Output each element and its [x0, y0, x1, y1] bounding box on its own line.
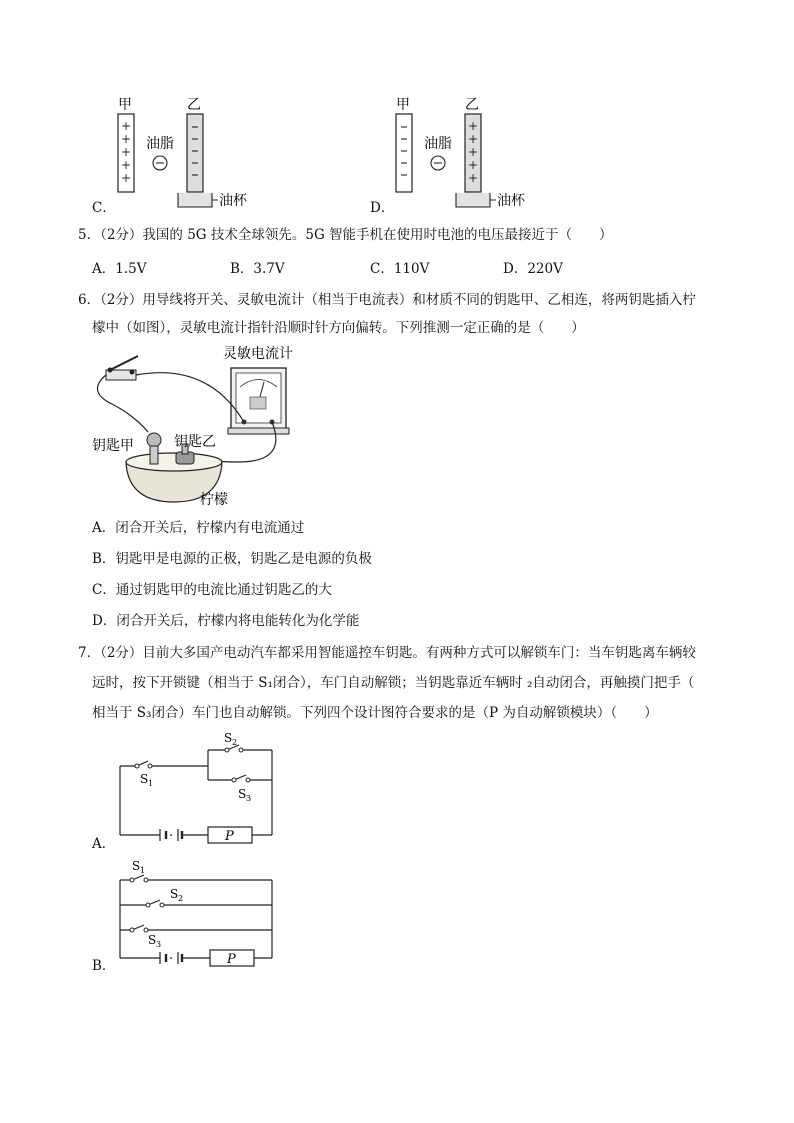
- q6-lemon-figure: [88, 342, 308, 510]
- s1-sub: 1: [140, 866, 146, 875]
- s3-label: S: [238, 787, 247, 801]
- svg-text:+: +: [120, 171, 132, 185]
- plate-jia: [396, 114, 412, 192]
- galvanometer-label: 灵敏电流计: [223, 346, 293, 362]
- q5-option-a[interactable]: A．1.5V: [92, 261, 147, 277]
- q7-circuit-b: [112, 858, 292, 970]
- q7-circuit-a: [112, 730, 292, 850]
- label-youzhi: 油脂: [424, 136, 452, 152]
- s3-label: S: [148, 933, 157, 947]
- svg-text:+: +: [467, 132, 479, 146]
- label-jia: 甲: [396, 97, 410, 113]
- s2-label: S: [224, 731, 233, 745]
- svg-text:+: +: [467, 171, 479, 185]
- oil-cup: [178, 193, 212, 207]
- q6-stem-line1: 6．（2分）用导线将开关、灵敏电流计（相当于电流表）和材质不同的钥匙甲、乙相连，将两钥匙插入柠: [78, 292, 696, 308]
- plus-charges: [468, 119, 478, 185]
- q7-option-b-label[interactable]: B．: [92, 958, 116, 974]
- q5-option-d[interactable]: D．220V: [503, 261, 563, 277]
- s1-label: S: [140, 772, 149, 786]
- q4-option-d-label[interactable]: D．: [370, 200, 395, 216]
- q6-option-c[interactable]: C．通过钥匙甲的电流比通过钥匙乙的大: [92, 582, 332, 598]
- q7-stem-line3: 相当于 S₃闭合）车门也自动解锁。下列四个设计图符合要求的是（P 为自动解锁模块）（ ）: [92, 705, 658, 721]
- s3-sub: 3: [246, 794, 252, 803]
- q6-option-b[interactable]: B．钥匙甲是电源的正极，钥匙乙是电源的负极: [92, 551, 372, 567]
- s2-sub: 2: [178, 894, 184, 903]
- q7-option-a-label[interactable]: A．: [92, 836, 116, 852]
- q7-stem-line1: 7．（2分）目前大多国产电动汽车都采用智能遥控车钥匙。有两种方式可以解锁车门：当车钥匙离车辆较: [78, 645, 696, 661]
- svg-text:+: +: [120, 145, 132, 159]
- svg-text:+: +: [467, 158, 479, 172]
- q5-option-c[interactable]: C．110V: [370, 261, 430, 277]
- key-yi-label: 钥匙乙: [174, 434, 216, 450]
- q5-stem: 5．（2分）我国的 5G 技术全球领先。5G 智能手机在使用时电池的电压最接近于（ ）: [78, 227, 613, 243]
- label-youbei: 油杯: [219, 193, 247, 209]
- q6-option-a[interactable]: A．闭合开关后，柠檬内有电流通过: [92, 520, 305, 536]
- q5-option-b[interactable]: B．3.7V: [230, 261, 285, 277]
- label-youbei: 油杯: [497, 193, 525, 209]
- q4-option-c-label[interactable]: C．: [92, 200, 116, 216]
- key-jia-label: 钥匙甲: [92, 438, 134, 454]
- switch: [106, 356, 138, 380]
- svg-text:+: +: [120, 132, 132, 146]
- p-module: P: [225, 829, 234, 844]
- q4-option-c-figure: [90, 92, 290, 214]
- q6-stem-line2: 檬中（如图），灵敏电流计指针沿顺时针方向偏转。下列推测一定正确的是（ ）: [92, 320, 585, 336]
- q6-option-d[interactable]: D．闭合开关后，柠檬内将电能转化为化学能: [92, 613, 360, 629]
- svg-text:+: +: [467, 145, 479, 159]
- svg-text:+: +: [120, 119, 132, 133]
- s2-sub: 2: [232, 738, 238, 747]
- s1-label: S: [132, 859, 141, 873]
- lemon-label: 柠檬: [200, 492, 228, 508]
- s1-sub: 1: [148, 779, 154, 788]
- svg-text:+: +: [120, 158, 132, 172]
- oil-cup: [456, 193, 490, 207]
- q4-option-d-figure: [368, 92, 568, 214]
- label-yi: 乙: [187, 97, 201, 113]
- p-module: P: [227, 952, 236, 967]
- svg-text:+: +: [467, 119, 479, 133]
- plate-yi: [187, 114, 203, 192]
- s2-label: S: [170, 887, 179, 901]
- label-youzhi: 油脂: [146, 136, 174, 152]
- s3-sub: 3: [156, 940, 162, 949]
- plus-charges: [121, 119, 131, 185]
- label-yi: 乙: [465, 97, 479, 113]
- label-jia: 甲: [118, 97, 132, 113]
- q7-stem-line2: 远时，按下开锁键（相当于 S₁闭合），车门自动解锁；当钥匙靠近车辆时 ₂自动闭合，再触摸门把手（: [92, 675, 695, 691]
